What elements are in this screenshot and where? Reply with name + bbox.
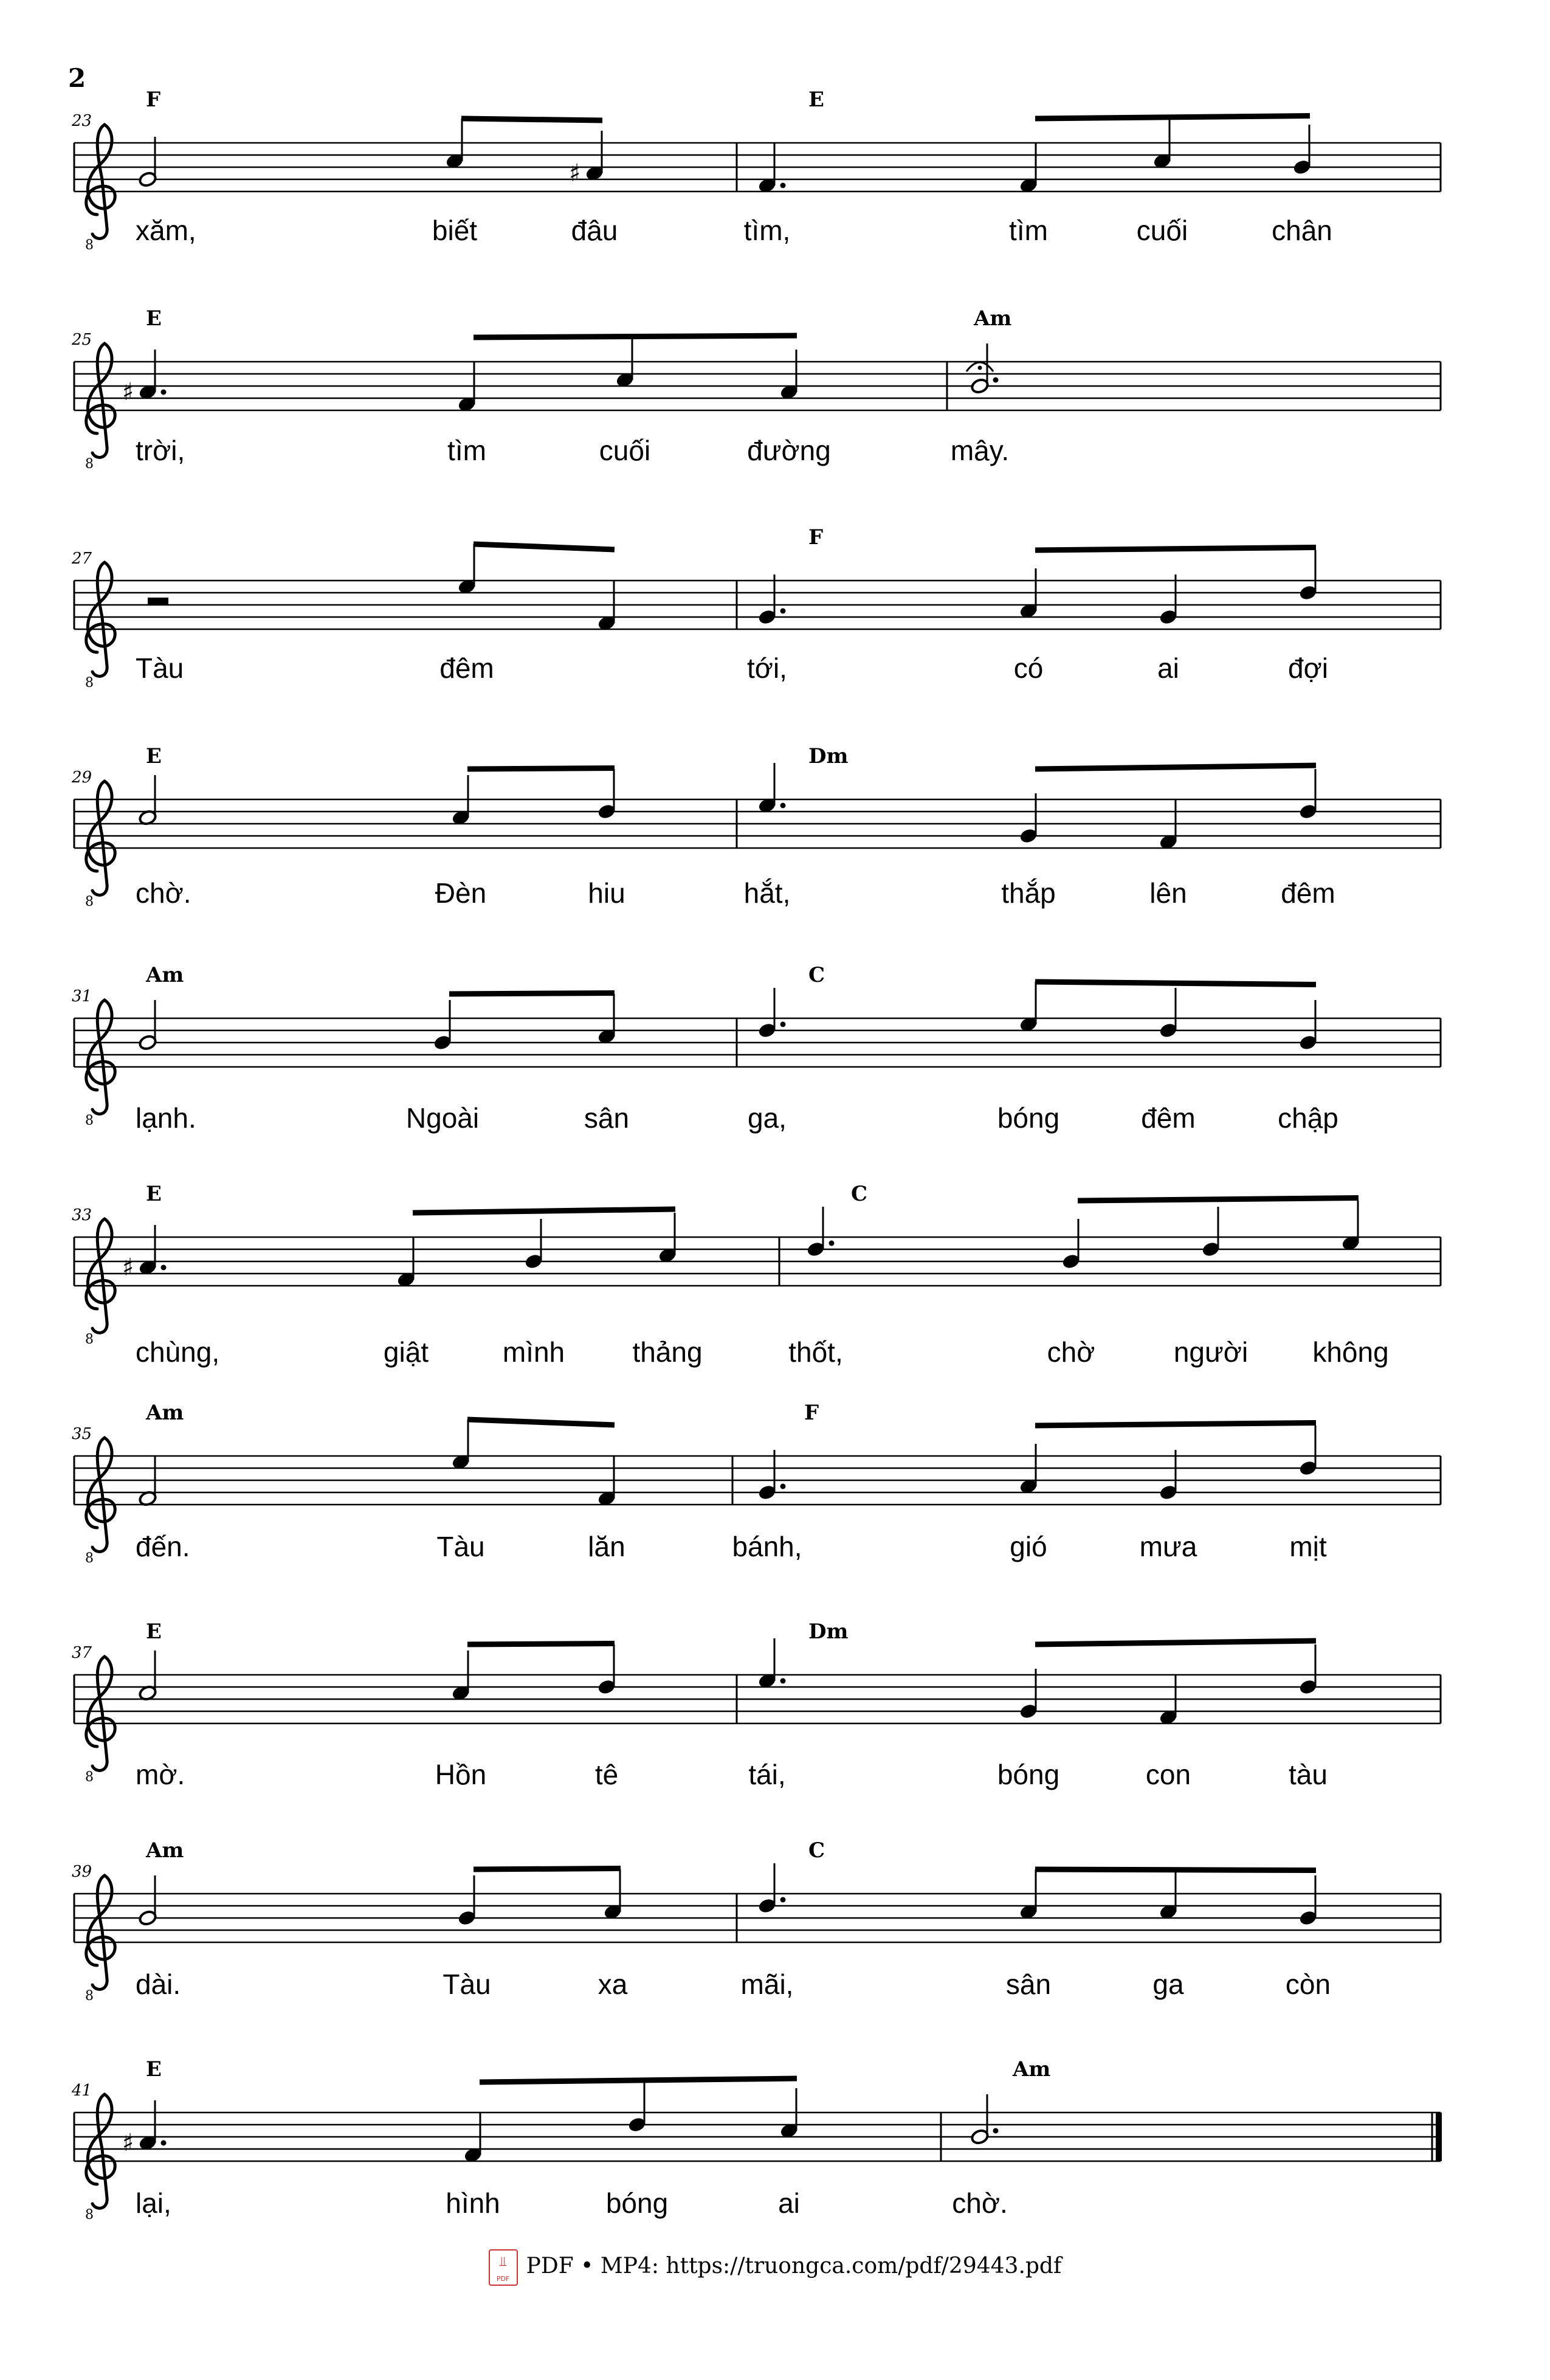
- note: [1019, 1869, 1038, 1920]
- clef-octave-mark: 8: [85, 457, 94, 472]
- note: [1019, 982, 1038, 1033]
- chord-symbol: Am: [146, 1401, 184, 1425]
- note-beam: [449, 993, 615, 995]
- note: [1298, 1426, 1317, 1477]
- clef-octave-mark: 8: [85, 894, 94, 909]
- note-beam: [1035, 982, 1316, 985]
- measure-number: 23: [72, 112, 92, 130]
- lyric-syllable: chờ.: [952, 2187, 1008, 2219]
- note: [1298, 1875, 1317, 1926]
- lyric-syllable: cuối: [1136, 215, 1188, 246]
- lyric-syllable: bóng: [605, 2187, 669, 2219]
- lyric-syllable: bánh,: [732, 1531, 802, 1562]
- lyric-syllable: bóng: [997, 1759, 1060, 1790]
- lyric-syllable: chân: [1272, 215, 1332, 246]
- note: [445, 119, 464, 170]
- chord-symbol: C: [808, 1838, 825, 1863]
- measure-number: 39: [72, 1863, 92, 1881]
- note: [433, 1000, 452, 1051]
- lyric-syllable: mình: [502, 1336, 565, 1368]
- treble-clef-icon: [86, 1219, 115, 1333]
- staff-system: [72, 963, 1441, 1134]
- measure-number: 29: [72, 768, 92, 787]
- lyric-syllable: tìm,: [743, 215, 791, 246]
- lyric-syllable: cuối: [599, 435, 651, 466]
- measure-number: 33: [72, 1206, 92, 1224]
- lyric-syllable: tàu: [1289, 1759, 1328, 1790]
- lyric-syllable: sân: [1005, 1968, 1052, 2000]
- note: [1019, 143, 1038, 194]
- note: [1298, 1644, 1317, 1695]
- augmentation-dot: [780, 183, 786, 188]
- lyric-syllable: ga,: [748, 1102, 787, 1134]
- treble-clef-icon: [86, 1657, 115, 1770]
- note: [1159, 1675, 1177, 1726]
- staff-system: [71, 306, 1441, 472]
- treble-clef-icon: [86, 2094, 115, 2208]
- lyric-syllable: mãi,: [740, 1968, 794, 2000]
- page-number: 2: [68, 63, 86, 93]
- note: [1341, 1201, 1360, 1252]
- note: [138, 1456, 157, 1507]
- note: [1019, 568, 1038, 619]
- lyric-syllable: chờ: [1047, 1336, 1095, 1368]
- lyric-syllable: trời,: [136, 435, 185, 466]
- measure-number: 27: [72, 550, 92, 568]
- treble-clef-icon: [86, 125, 115, 238]
- treble-clef-icon: [86, 1875, 115, 1989]
- staff-system: [71, 744, 1441, 909]
- lyric-syllable: Đèn: [435, 877, 487, 909]
- lyric-syllable: mờ.: [136, 1759, 185, 1790]
- lyric-syllable: biết: [432, 215, 478, 246]
- staff-system: [72, 1182, 1441, 1368]
- lyric-syllable: sân: [584, 1102, 630, 1134]
- lyric-syllable: đêm: [439, 652, 494, 684]
- note-beam: [474, 544, 615, 550]
- lyric-syllable: giật: [383, 1336, 429, 1368]
- note: [1201, 1207, 1220, 1258]
- lyric-syllable: tìm: [447, 435, 486, 466]
- lyric-syllable: có: [1013, 652, 1044, 684]
- footer-link[interactable]: [0, 2249, 1550, 2286]
- chord-symbol: Dm: [808, 744, 849, 768]
- note-beam: [413, 1209, 675, 1213]
- lyric-syllable: thắp: [1001, 877, 1056, 909]
- footer-text: PDF • MP4: https://truongca.com/pdf/29443.pdf: [526, 2254, 1062, 2278]
- lyric-syllable: xăm,: [136, 215, 196, 246]
- staff-system: [72, 1838, 1441, 2004]
- augmentation-dot: [780, 1484, 786, 1489]
- chord-symbol: Am: [974, 306, 1012, 331]
- lyric-syllable: chờ.: [136, 877, 191, 909]
- note: [615, 337, 634, 388]
- lyric-syllable: Hồn: [435, 1759, 487, 1790]
- lyric-syllable: mịt: [1289, 1531, 1327, 1562]
- augmentation-dot: [993, 378, 999, 383]
- augmentation-dot: [780, 1678, 786, 1684]
- staff-system: [72, 1619, 1441, 1790]
- pdf-icon: [489, 2249, 518, 2286]
- lyric-syllable: lên: [1149, 877, 1187, 909]
- note-beam: [474, 1869, 621, 1870]
- lyric-syllable: tìm: [1009, 215, 1048, 246]
- chord-symbol: C: [808, 963, 825, 987]
- lyric-syllable: mây.: [950, 435, 1010, 466]
- clef-octave-mark: 8: [85, 675, 94, 691]
- treble-clef-icon: [86, 1000, 115, 1114]
- lyric-syllable: đêm: [1141, 1102, 1196, 1134]
- lyric-syllable: gió: [1010, 1531, 1047, 1562]
- note-beam: [467, 1419, 615, 1425]
- note: [1019, 793, 1038, 844]
- note: [1292, 125, 1311, 176]
- note: [597, 1456, 616, 1507]
- note: [396, 1237, 415, 1288]
- note: [524, 1219, 543, 1270]
- note: [138, 1650, 157, 1702]
- lyric-syllable: hình: [446, 2187, 500, 2219]
- augmentation-dot: [780, 1022, 786, 1027]
- chord-symbol: Am: [146, 1838, 184, 1863]
- chord-symbol: C: [851, 1182, 868, 1206]
- note-beam: [467, 768, 615, 770]
- note: [138, 1000, 157, 1051]
- half-rest: [148, 598, 168, 605]
- lyric-syllable: tê: [594, 1759, 619, 1790]
- note-beam: [1078, 1198, 1359, 1201]
- note: [1159, 574, 1177, 626]
- lyric-syllable: bóng: [997, 1102, 1060, 1134]
- note: [1159, 799, 1177, 850]
- chord-symbol: F: [804, 1401, 819, 1425]
- chord-symbol: Dm: [808, 1619, 849, 1644]
- measure-number: 31: [72, 987, 92, 1005]
- chord-symbol: Am: [1013, 2057, 1051, 2082]
- chord-symbol: E: [146, 1182, 162, 1206]
- lyric-syllable: người: [1173, 1336, 1249, 1368]
- measure-number: 25: [72, 331, 92, 349]
- clef-octave-mark: 8: [85, 1332, 94, 1347]
- lyric-syllable: ga: [1152, 1968, 1184, 2000]
- lyric-syllable: còn: [1285, 1968, 1331, 2000]
- clef-octave-mark: 8: [85, 1551, 94, 1566]
- note-beam: [1035, 1641, 1316, 1644]
- lyric-syllable: thảng: [632, 1336, 703, 1368]
- clef-octave-mark: 8: [85, 1113, 94, 1128]
- clef-octave-mark: 8: [85, 238, 94, 253]
- note: [757, 763, 785, 814]
- lyric-syllable: tái,: [748, 1759, 786, 1790]
- note: [1061, 1219, 1080, 1270]
- note: [597, 1644, 616, 1695]
- note: [627, 2082, 646, 2133]
- note: [457, 362, 476, 413]
- chord-symbol: E: [146, 744, 162, 768]
- augmentation-dot: [780, 1897, 786, 1903]
- note: [1019, 1669, 1038, 1720]
- lyric-syllable: Tàu: [443, 1968, 491, 2000]
- measure-number: 37: [72, 1644, 92, 1662]
- clef-octave-mark: 8: [85, 1770, 94, 1785]
- sharp-accidental: ♯: [122, 378, 134, 406]
- chord-symbol: Am: [146, 963, 184, 987]
- note: [463, 2113, 482, 2164]
- lyric-syllable: con: [1145, 1759, 1191, 1790]
- treble-clef-icon: [86, 343, 115, 457]
- final-barline-thick: [1436, 2113, 1442, 2161]
- chord-symbol: E: [808, 88, 824, 112]
- note: [1159, 988, 1177, 1039]
- staff-system: [71, 88, 1441, 253]
- note: [457, 1875, 476, 1926]
- augmentation-dot: [993, 2128, 999, 2134]
- lyric-syllable: lạnh.: [136, 1102, 196, 1134]
- chord-symbol: E: [146, 306, 162, 331]
- lyric-syllable: đâu: [571, 215, 618, 246]
- clef-octave-mark: 8: [85, 2207, 94, 2223]
- treble-clef-icon: [86, 781, 115, 895]
- augmentation-dot: [829, 1241, 835, 1246]
- lyric-syllable: chùng,: [136, 1336, 220, 1368]
- note: [597, 581, 616, 632]
- fermata-dot: [978, 366, 982, 370]
- measure-number: 41: [72, 2082, 92, 2100]
- note: [451, 1650, 470, 1702]
- lyric-syllable: chập: [1278, 1102, 1338, 1134]
- lyric-syllable: Tàu: [436, 1531, 485, 1562]
- note: [757, 1638, 785, 1689]
- lyric-syllable: đêm: [1281, 877, 1335, 909]
- measure-number: 35: [72, 1425, 92, 1443]
- note: [451, 1419, 470, 1471]
- treble-clef-icon: [86, 1438, 115, 1551]
- augmentation-dot: [780, 609, 786, 614]
- note-beam: [480, 2078, 797, 2082]
- note-beam: [1035, 1869, 1316, 1871]
- lyric-syllable: dài.: [136, 1968, 181, 2000]
- note: [1298, 550, 1317, 601]
- sharp-accidental: ♯: [569, 159, 581, 187]
- note: [1019, 1444, 1038, 1495]
- lyric-syllable: Tàu: [136, 652, 184, 684]
- chord-symbol: F: [146, 88, 161, 112]
- lyric-syllable: ai: [1157, 652, 1179, 684]
- note: [603, 1869, 622, 1920]
- lyric-syllable: ai: [778, 2187, 800, 2219]
- sharp-accidental: ♯: [122, 2129, 134, 2157]
- treble-clef-icon: [86, 562, 115, 676]
- note: [658, 1213, 677, 1264]
- note: [451, 775, 470, 826]
- lyric-syllable: Ngoài: [405, 1102, 480, 1134]
- note: [1298, 1000, 1317, 1051]
- lyric-syllable: đến.: [136, 1531, 190, 1562]
- note: [779, 2088, 798, 2139]
- chord-symbol: E: [146, 1619, 162, 1644]
- lyric-syllable: đường: [747, 435, 831, 466]
- note: [138, 1875, 157, 1926]
- staff-system: [72, 1401, 1441, 1566]
- note: [597, 994, 616, 1045]
- note: [1298, 769, 1317, 820]
- lyric-syllable: thốt,: [788, 1336, 843, 1368]
- lyric-syllable: hắt,: [743, 877, 791, 909]
- staff-system: [71, 525, 1441, 691]
- augmentation-dot: [161, 390, 167, 395]
- note: [597, 769, 616, 820]
- note: [1152, 119, 1171, 170]
- note: [757, 143, 785, 194]
- note-beam: [461, 119, 602, 120]
- lyric-syllable: lăn: [588, 1531, 625, 1562]
- lyric-syllable: không: [1312, 1336, 1389, 1368]
- note: [138, 137, 157, 188]
- augmentation-dot: [780, 803, 786, 809]
- note: [779, 350, 798, 401]
- augmentation-dot: [161, 2140, 167, 2146]
- staff-system: [71, 2057, 1442, 2223]
- note-beam: [1035, 765, 1316, 769]
- lyric-syllable: xa: [598, 1968, 628, 2000]
- lyric-syllable: mưa: [1139, 1531, 1197, 1562]
- sharp-accidental: ♯: [122, 1254, 134, 1281]
- note: [1159, 1450, 1177, 1501]
- chord-symbol: E: [146, 2057, 162, 2082]
- note-beam: [1035, 548, 1316, 551]
- lyric-syllable: đợi: [1288, 652, 1328, 684]
- lyric-syllable: hiu: [588, 877, 625, 909]
- note-beam: [1035, 116, 1310, 119]
- note-beam: [1035, 1423, 1316, 1426]
- chord-symbol: F: [808, 525, 824, 550]
- augmentation-dot: [161, 1265, 167, 1271]
- lyric-syllable: lại,: [136, 2187, 171, 2219]
- lyric-syllable: tới,: [747, 652, 787, 684]
- note: [457, 544, 476, 595]
- note-beam: [474, 336, 797, 337]
- note: [1159, 1869, 1177, 1920]
- clef-octave-mark: 8: [85, 1989, 94, 2004]
- note: [138, 775, 157, 826]
- note-beam: [467, 1644, 615, 1645]
